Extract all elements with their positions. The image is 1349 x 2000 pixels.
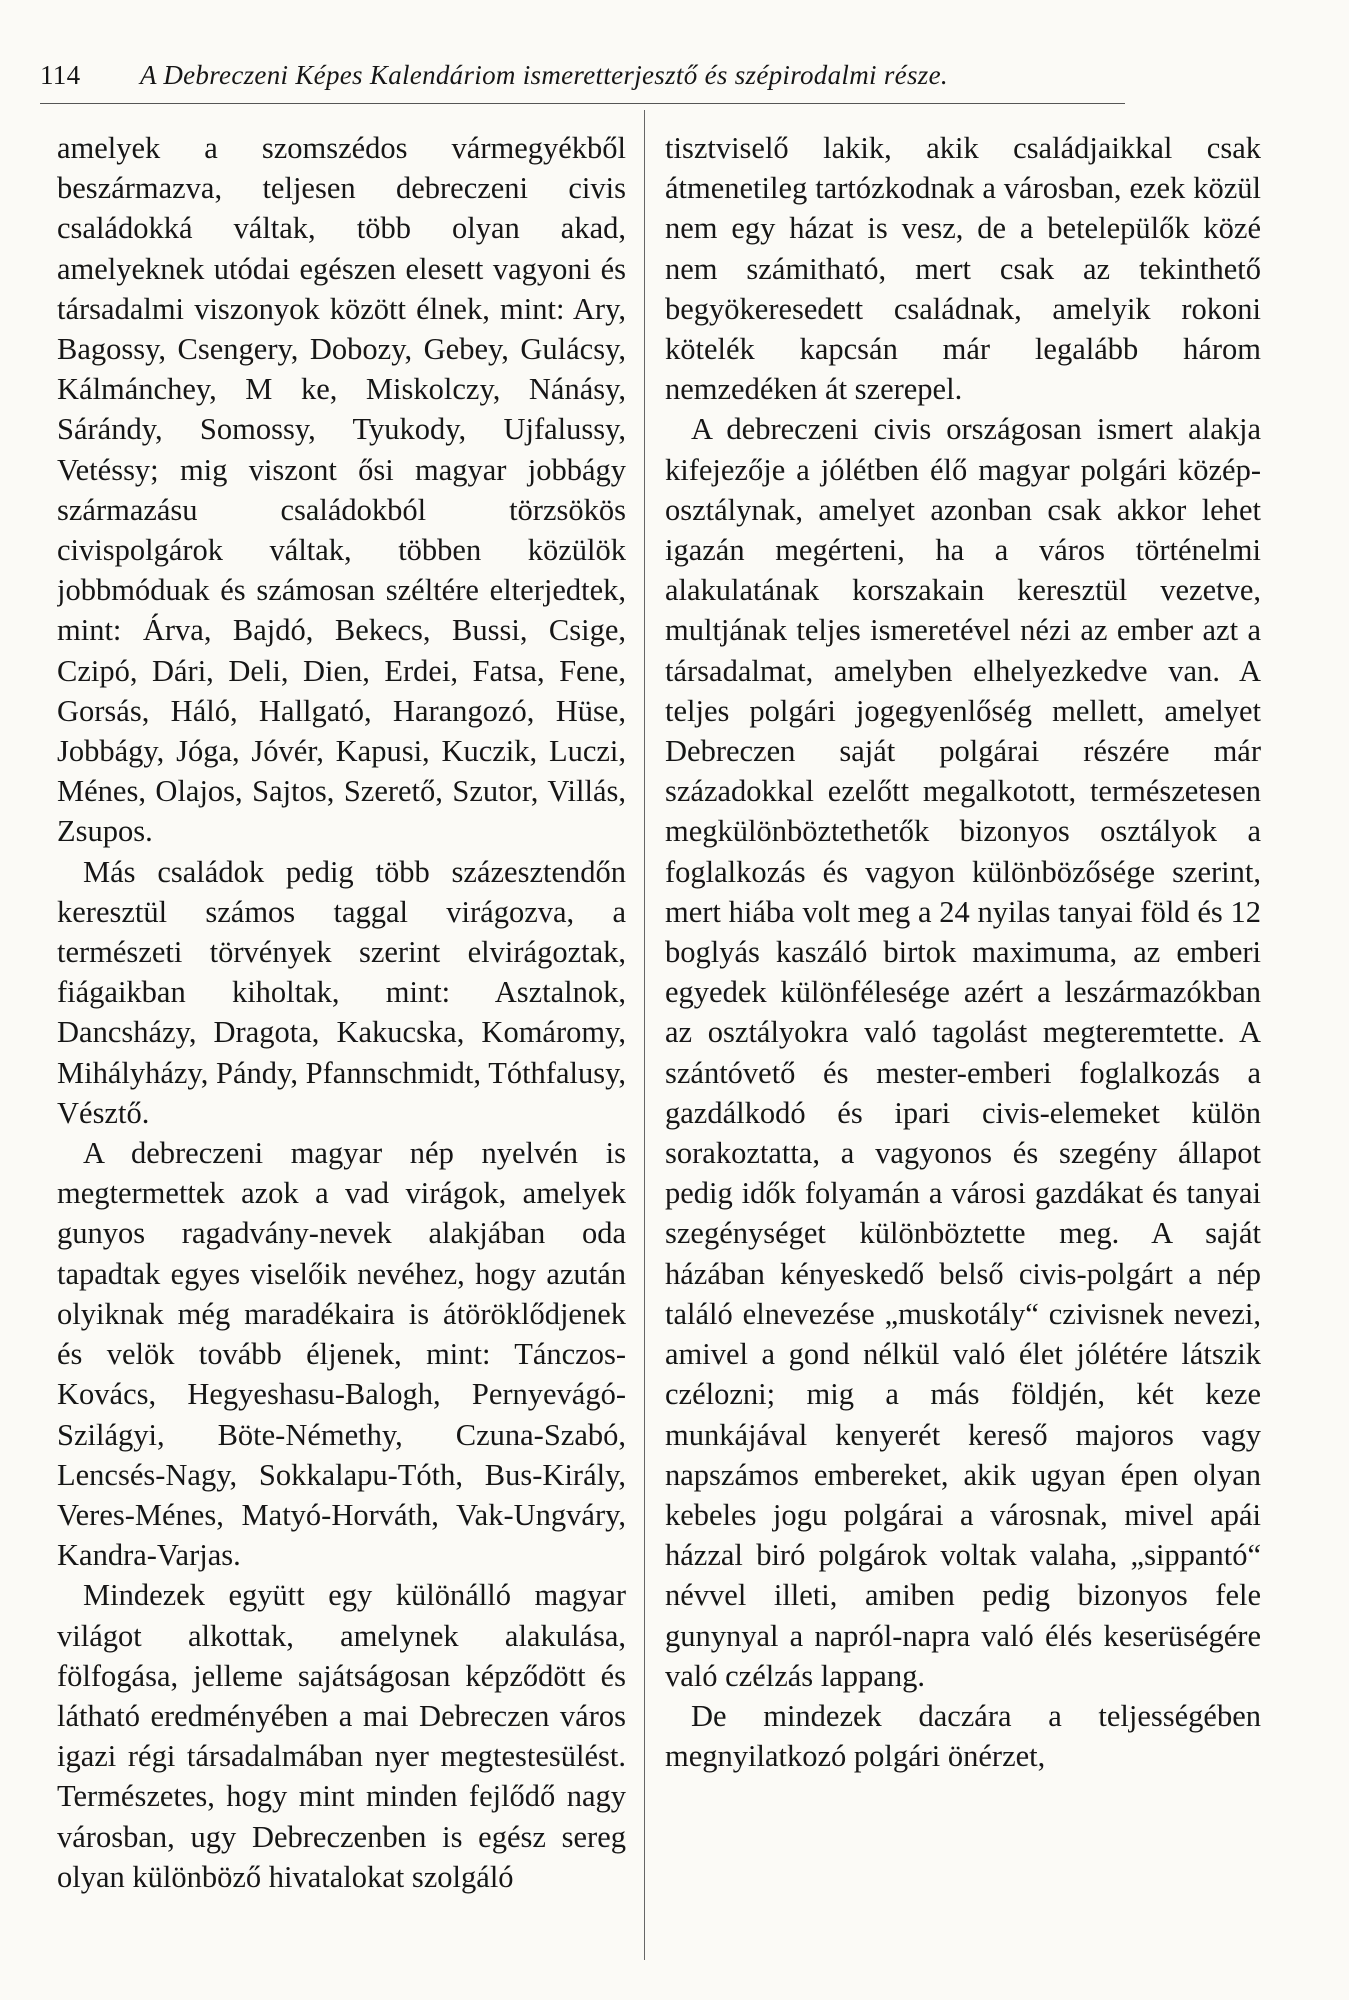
paragraph: A debreczeni magyar nép nyelvén is megtermettek azok a vad virágok, amelyek gunyos ragadvány-nevek alakjában oda tapadtak egyes viselőik nevéhez, hogy azután olyiknak még maradékaira is átöröklődjenek és velök tovább éljenek, mint: Tánczos-Kovács, Hegyeshasu-Balogh, Pernyevágó-Szilágyi, Böte-Némethy, Czuna-Szabó, Lencsés-Nagy, Sokkalapu-Tóth, Bus-Király, Veres-Ménes, Matyó-Horváth, Vak-Ungváry, Kandra-Varjas.: [57, 1136, 626, 1573]
left-column: [57, 128, 626, 1968]
running-header: [40, 60, 1125, 91]
running-title: A Debreczeni Képes Kalendáriom ismeretterjesztő és szépirodalmi része.: [140, 60, 948, 90]
paragraph: amelyek a szomszédos vármegyékből beszármazva, teljesen debreczeni civis családokká váltak, több olyan akad, amelyeknek utódai egészen elesett vagyoni és társadalmi viszonyok között élnek, mint: Ary, Bagossy, Csengery, Dobozy, Gebey, Gulácsy, Kálmánchey, M ke, Miskolczy, Nánásy, Sárándy, Somossy, Tyukody, Ujfalussy, Vetéssy; mig viszont ősi magyar jobbágy származásu családokból törzsökös civispolgárok váltak, többen közülök jobbmóduak és számosan széltére elterjedtek, mint: Árva, Bajdó, Bekecs, Bussi, Csige, Czipó, Dári, Deli, Dien, Erdei, Fatsa, Fene, Gorsás, Háló, Hallgató, Harangozó, Hüse, Jobbágy, Jóga, Jóvér, Kapusi, Kuczik, Luczi, Ménes, Olajos, Sajtos, Szerető, Szutor, Villás, Zsupos.: [57, 131, 626, 849]
paragraph: Mindezek együtt egy különálló magyar világot alkottak, amelynek alakulása, fölfogása, jelleme sajátságosan képződött és látható eredményében a mai Debreczen város igazi régi társadalmában nyer megtestesülést. Természetes, hogy mint minden fejlődő nagy városban, ugy Debreczenben is egész sereg olyan különböző hivatalokat szolgáló: [57, 1578, 626, 1894]
paragraph: Más családok pedig több százesztendőn keresztül számos taggal virágozva, a természeti törvények szerint elvirágoztak, fiágaikban kiholtak, mint: Asztalnok, Dancsházy, Dragota, Kakucska, Komáromy, Mihályházy, Pándy, Pfannschmidt, Tóthfalusy, Vésztő.: [57, 854, 626, 1130]
paragraph: tisztviselő lakik, akik családjaikkal csak átmenetileg tartózkodnak a városban, ezek közül nem egy házat is vesz, de a betelepülők közé nem számitható, mert csak az tekinthető begyökeresedett családnak, amelyik rokoni kötelék kapcsán már legalább három nemzedéken át szerepel.: [665, 131, 1261, 407]
paragraph: De mindezek daczára a teljességében megnyilatkozó polgári önérzet,: [665, 1698, 1261, 1774]
header-rule: [40, 103, 1125, 104]
column-divider: [644, 110, 645, 1960]
right-column: [665, 128, 1261, 1968]
paragraph: A debreczeni civis országosan ismert alakja kifejezője a jólétben élő magyar polgári közép-osztálynak, amelyet azonban csak akkor lehet igazán megérteni, ha a város történelmi alakulatának korszakain keresztül vezetve, multjának teljes ismeretével nézi az ember azt a társadalmat, amelyben elhelyezkedve van. A teljes polgári jogegyenlőség mellett, amelyet Debreczen saját polgárai részére már századokkal ezelőtt megalkotott, természetesen megkülönböztethetők bizonyos osztályok a foglalkozás és vagyon különbözősége szerint, mert hiába volt meg a 24 nyilas tanyai föld és 12 boglyás kaszáló birtok maximuma, az emberi egyedek különfélesége azért a leszármazókban az osztályokra való tagolást megteremtette. A szántóvető és mester-emberi foglalkozás a gazdálkodó és ipari civis-elemeket külön sorakoztatta, a vagyonos és szegény állapot pedig idők folyamán a városi gazdákat és tanyai szegénységet különböztette meg. A saját házában kényeskedő belső civis-polgárt a nép találó elnevezése „muskotály“ czivisnek nevezi, amivel a gond nélkül való élet jólétére látszik czélozni; mig a más földjén, két keze munkájával kenyerét kereső majoros vagy napszámos embereket, akik ugyan épen olyan kebeles jogu polgárai a városnak, mivel apái házzal biró polgárok voltak valaha, „sippantó“ névvel illeti, amiben pedig bizonyos fele gunynyal a napról-napra való élés keserüségére való czélzás lappang.: [665, 412, 1261, 1693]
page-number: 114: [40, 60, 81, 90]
